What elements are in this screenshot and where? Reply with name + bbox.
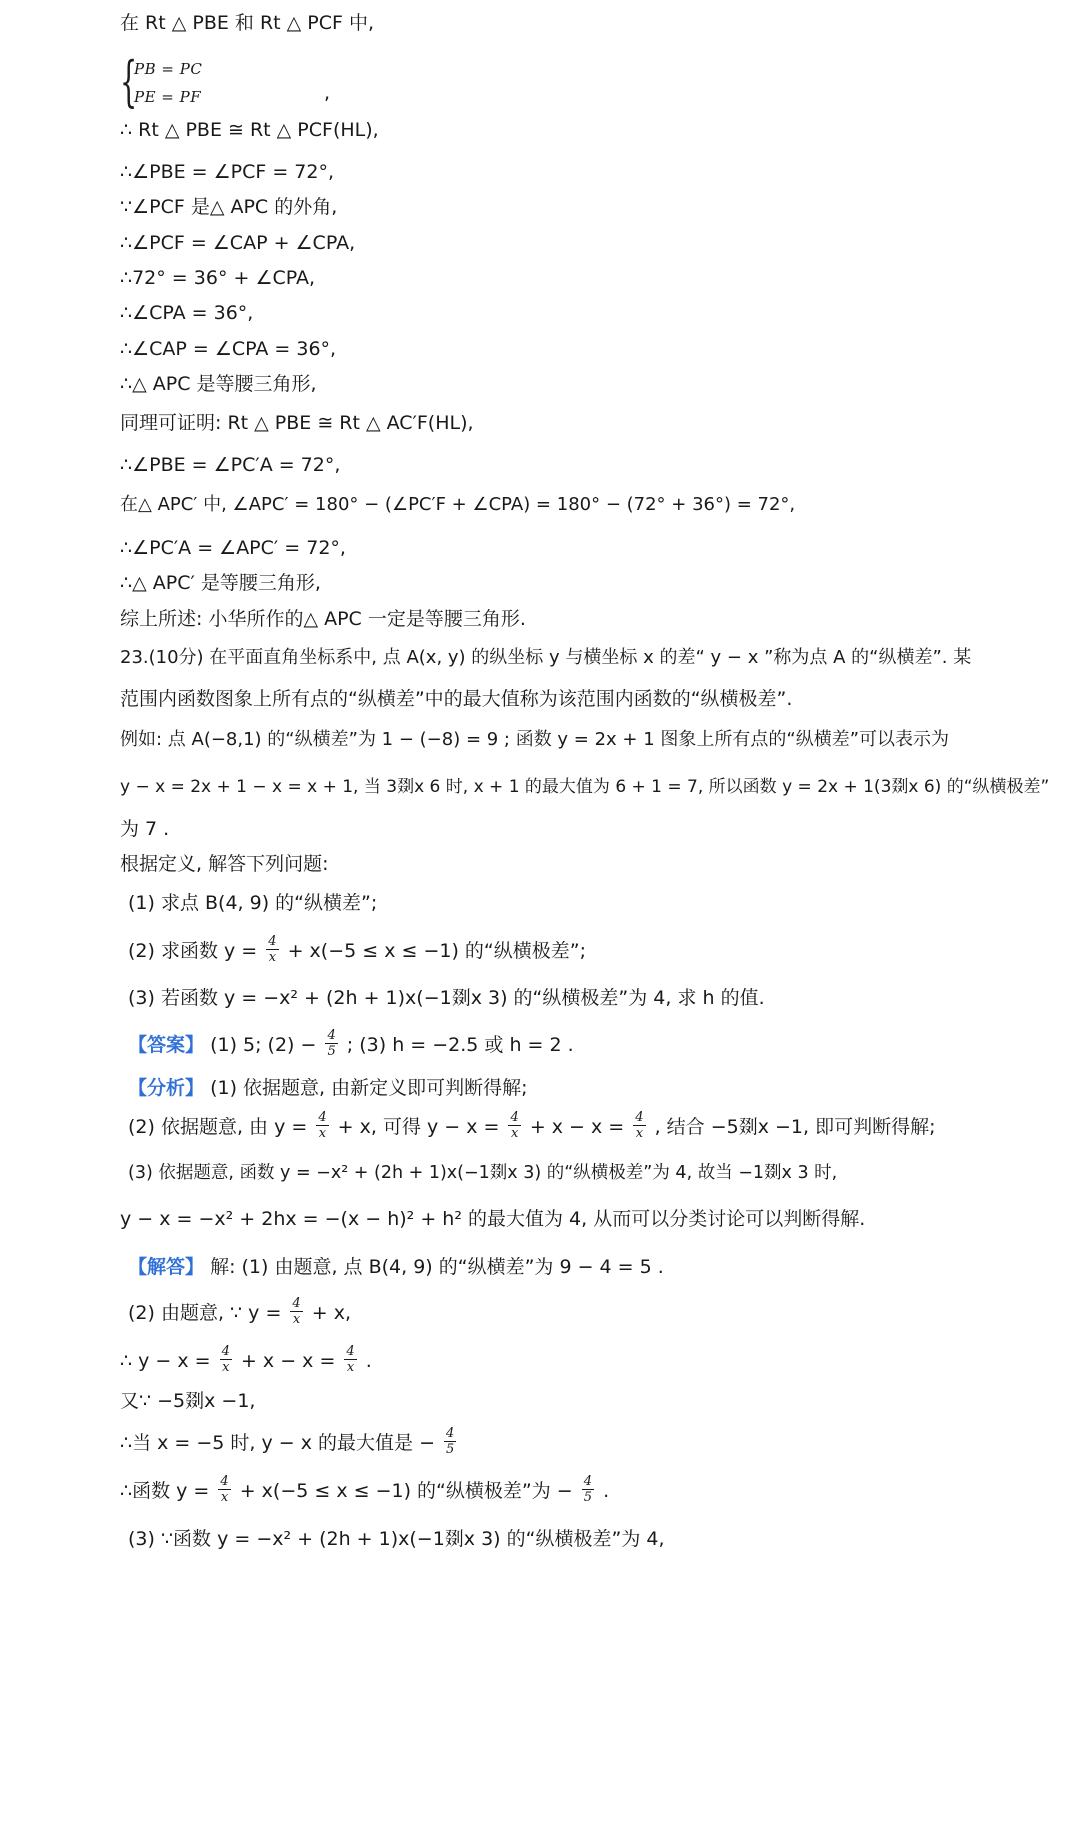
solution-line xyxy=(120,1346,372,1377)
denominator: 5 xyxy=(327,1044,336,1059)
fraction xyxy=(290,1296,302,1327)
solution-line xyxy=(128,1254,664,1280)
text-line: 在△ APC′ 中, ∠APC′ = 180° − (∠PC′F + ∠CPA) = 180° − (72° + 36°) = 72°, xyxy=(120,494,796,515)
text-line: ∴∠CPA = 36°, xyxy=(120,302,254,324)
text-line: ∵∠PCF 是△ APC 的外角, xyxy=(120,196,338,218)
analysis-line xyxy=(128,1112,936,1143)
text-line: ∴∠PCF = ∠CAP + ∠CPA, xyxy=(120,232,356,254)
numerator: 4 xyxy=(292,1296,301,1311)
text-segment: (1) 5; (2) − xyxy=(210,1034,317,1056)
brace-symbol: { xyxy=(120,50,138,113)
fraction xyxy=(316,1110,328,1141)
fraction xyxy=(508,1110,520,1141)
text-segment: (2) 求函数 y = xyxy=(128,940,258,962)
answer-tag: 【答案】 xyxy=(128,1034,205,1056)
text-line: 同理可证明: Rt △ PBE ≅ Rt △ AC′F(HL), xyxy=(120,412,474,434)
text-line: 为 7 . xyxy=(120,818,170,840)
denominator: x xyxy=(510,1126,519,1141)
text-line: y − x = 2x + 1 − x = x + 1, 当 3剟x 6 时, x + 1 的最大值为 6 + 1 = 7, 所以函数 y = 2x + 1(3剟x 6) 的“纵横极差” xyxy=(120,777,1050,797)
denominator: x xyxy=(222,1360,230,1375)
denominator: x xyxy=(292,1312,301,1327)
text-line: ∴∠PBE = ∠PCF = 72°, xyxy=(120,161,335,183)
numerator: 4 xyxy=(510,1110,519,1125)
text-line: ∴ Rt △ PBE ≅ Rt △ PCF(HL), xyxy=(120,119,379,141)
numerator: 4 xyxy=(268,934,277,949)
text-segment: ∴ y − x = xyxy=(120,1350,211,1372)
analysis-line: (3) 依据题意, 函数 y = −x² + (2h + 1)x(−1剟x 3) 的“纵横极差”为 4, 故当 −1剟x 3 时, xyxy=(128,1163,838,1183)
denominator: x xyxy=(220,1490,229,1505)
text-segment: + x, xyxy=(311,1302,351,1324)
text-line: 在 Rt △ PBE 和 Rt △ PCF 中, xyxy=(120,12,375,34)
text-segment: + x − x = xyxy=(240,1350,336,1372)
text-line: ∴∠PC′A = ∠APC′ = 72°, xyxy=(120,537,346,559)
solution-tag: 【解答】 xyxy=(128,1256,205,1278)
fraction xyxy=(218,1474,230,1505)
denominator: x xyxy=(268,950,277,965)
text-line: ∴72° = 36° + ∠CPA, xyxy=(120,267,316,289)
text-line: ∴∠PBE = ∠PC′A = 72°, xyxy=(120,454,341,476)
numerator: 4 xyxy=(221,1344,230,1359)
fraction xyxy=(444,1426,456,1457)
text-segment: + x, 可得 y − x = xyxy=(337,1116,500,1138)
text-line: 范围内函数图象上所有点的“纵横差”中的最大值称为该范围内函数的“纵横极差”. xyxy=(120,688,793,710)
fraction xyxy=(220,1344,232,1375)
text-segment: (1) 依据题意, 由新定义即可判断得解; xyxy=(210,1077,528,1099)
denominator: x xyxy=(635,1126,644,1141)
text-line: ∴∠CAP = ∠CPA = 36°, xyxy=(120,338,337,360)
fraction xyxy=(344,1344,356,1375)
text-segment: 解: (1) 由题意, 点 B(4, 9) 的“纵横差”为 9 − 4 = 5 . xyxy=(210,1256,664,1278)
text-segment: . xyxy=(603,1480,610,1502)
denominator: 5 xyxy=(446,1442,455,1457)
text-line: ∴△ APC 是等腰三角形, xyxy=(120,373,317,395)
analysis-line: y − x = −x² + 2hx = −(x − h)² + h² 的最大值为 4, 从而可以分类讨论可以判断得解. xyxy=(120,1208,866,1230)
numerator: 4 xyxy=(318,1110,327,1125)
text-segment: (2) 由题意, ∵ y = xyxy=(128,1302,282,1324)
text-line: 根据定义, 解答下列问题: xyxy=(120,853,329,875)
numerator: 4 xyxy=(346,1344,355,1359)
text-segment: + x − x = xyxy=(529,1116,625,1138)
equation-line: PB = PC xyxy=(134,60,203,78)
solution-line: (3) ∵函数 y = −x² + (2h + 1)x(−1剟x 3) 的“纵横极差”为 4, xyxy=(128,1528,665,1550)
fraction xyxy=(325,1028,337,1059)
text-segment: + x(−5 ≤ x ≤ −1) 的“纵横极差”; xyxy=(287,940,586,962)
numerator: 4 xyxy=(327,1028,336,1043)
question-title: 23.(10分) 在平面直角坐标系中, 点 A(x, y) 的纵坐标 y 与横坐标 x 的差“ y − x ”称为点 A 的“纵横差”. 某 xyxy=(120,647,972,668)
punctuation: , xyxy=(324,82,331,104)
solution-line: 又∵ −5剟x −1, xyxy=(120,1390,256,1412)
fraction xyxy=(582,1474,594,1505)
denominator: x xyxy=(318,1126,327,1141)
text-line: 综上所述: 小华所作的△ APC 一定是等腰三角形. xyxy=(120,608,526,630)
solution-line xyxy=(128,1298,351,1329)
numerator: 4 xyxy=(583,1474,593,1489)
fraction xyxy=(633,1110,645,1141)
text-segment: ∴当 x = −5 时, y − x 的最大值是 − xyxy=(120,1432,435,1454)
solution-line xyxy=(120,1476,609,1507)
text-segment: . xyxy=(365,1350,372,1372)
fraction xyxy=(266,934,278,965)
solution-line xyxy=(120,1428,459,1459)
denominator: x xyxy=(346,1360,355,1375)
text-segment: (2) 依据题意, 由 y = xyxy=(128,1116,308,1138)
numerator: 4 xyxy=(446,1426,455,1441)
equation-system xyxy=(120,50,331,114)
text-line: 例如: 点 A(−8,1) 的“纵横差”为 1 − (−8) = 9 ; 函数 y = 2x + 1 图象上所有点的“纵横差”可以表示为 xyxy=(120,729,950,750)
answer-line xyxy=(128,1030,574,1061)
numerator: 4 xyxy=(220,1474,229,1489)
text-line: ∴△ APC′ 是等腰三角形, xyxy=(120,572,321,594)
sub-question xyxy=(128,936,586,967)
text-segment: , 结合 −5剟x −1, 即可判断得解; xyxy=(654,1116,936,1138)
text-segment: + x(−5 ≤ x ≤ −1) 的“纵横极差”为 − xyxy=(239,1480,573,1502)
text-segment: ∴函数 y = xyxy=(120,1480,210,1502)
denominator: 5 xyxy=(583,1490,593,1505)
analysis-line xyxy=(128,1075,528,1101)
text-segment: ; (3) h = −2.5 或 h = 2 . xyxy=(346,1034,574,1056)
sub-question: (1) 求点 B(4, 9) 的“纵横差”; xyxy=(128,892,378,914)
numerator: 4 xyxy=(635,1110,644,1125)
analysis-tag: 【分析】 xyxy=(128,1077,205,1099)
sub-question: (3) 若函数 y = −x² + (2h + 1)x(−1剟x 3) 的“纵横极差”为 4, 求 h 的值. xyxy=(128,987,765,1009)
equation-line: PE = PF xyxy=(134,88,202,106)
